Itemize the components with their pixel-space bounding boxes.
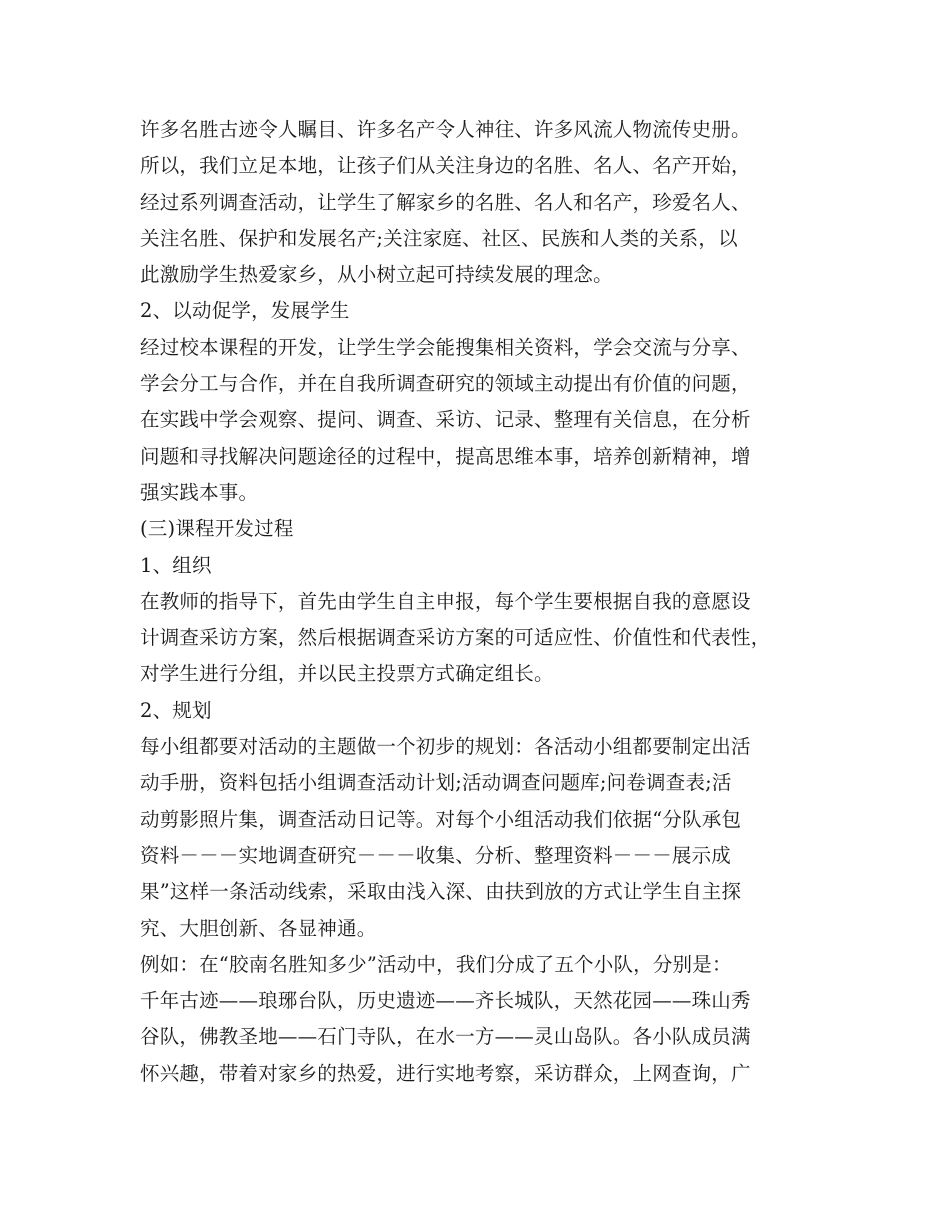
text-line: 强实践本事。 bbox=[140, 480, 259, 504]
text-line: 此激励学生热爱家乡，从小树立起可持续发展的理念。 bbox=[140, 263, 613, 287]
text-line: 谷队，佛教圣地——石门寺队，在水一方——灵山岛队。各小队成员满 bbox=[140, 1025, 751, 1049]
text-line: 动剪影照片集，调查活动日记等。对每个小组活动我们依据“分队承包 bbox=[140, 807, 742, 831]
text-line: 究、大胆创新、各显神通。 bbox=[140, 916, 377, 940]
text-line: 例如：在“胶南名胜知多少”活动中，我们分成了五个小队，分别是： bbox=[140, 952, 732, 976]
text-line: 经过校本课程的开发，让学生学会能搜集相关资料，学会交流与分享、 bbox=[140, 335, 751, 359]
subsection-heading: 2、规划 bbox=[140, 698, 212, 722]
text-line: 怀兴趣，带着对家乡的热爱，进行实地考察，采访群众，上网查询，广 bbox=[140, 1061, 751, 1085]
text-line: 学会分工与合作，并在自我所调查研究的领域主动提出有价值的问题， bbox=[140, 372, 751, 396]
section-heading: (三)课程开发过程 bbox=[140, 517, 294, 541]
text-line: 在教师的指导下，首先由学生自主申报，每个学生要根据自我的意愿设 bbox=[140, 589, 751, 613]
text-line: 对学生进行分组，并以民主投票方式确定组长。 bbox=[140, 662, 554, 686]
document-body bbox=[140, 112, 830, 1092]
text-line: 问题和寻找解决问题途径的过程中，提高思维本事，培养创新精神，增 bbox=[140, 444, 751, 468]
text-line: 许多名胜古迹令人瞩目、许多名产令人神往、许多风流人物流传史册。 bbox=[140, 118, 751, 141]
text-line: 每小组都要对活动的主题做一个初步的规划：各活动小组都要制定出活 bbox=[140, 735, 751, 759]
text-line: 经过系列调查活动，让学生了解家乡的名胜、名人和名产，珍爱名人、 bbox=[140, 190, 751, 214]
text-line: 资料－－－实地调查研究－－－收集、分析、整理资料－－－展示成 bbox=[140, 843, 732, 867]
text-line: 果”这样一条活动线索，采取由浅入深、由扶到放的方式让学生自主探 bbox=[140, 880, 742, 904]
text-line: 动手册，资料包括小组调查活动计划;活动调查问题库;问卷调查表;活 bbox=[140, 771, 732, 795]
text-line: 关注名胜、保护和发展名产;关注家庭、社区、民族和人类的关系，以 bbox=[140, 226, 738, 250]
section-heading: 2、以动促学，发展学生 bbox=[140, 299, 350, 323]
subsection-heading: 1、组织 bbox=[140, 553, 212, 577]
text-line: 计调查采访方案，然后根据调查采访方案的可适应性、价值性和代表性， bbox=[140, 626, 771, 650]
text-line: 千年古迹——琅琊台队，历史遗迹——齐长城队，天然花园——珠山秀 bbox=[140, 989, 751, 1013]
text-line: 在实践中学会观察、提问、调查、采访、记录、整理有关信息，在分析 bbox=[140, 408, 751, 432]
text-line: 所以，我们立足本地，让孩子们从关注身边的名胜、名人、名产开始， bbox=[140, 154, 751, 178]
